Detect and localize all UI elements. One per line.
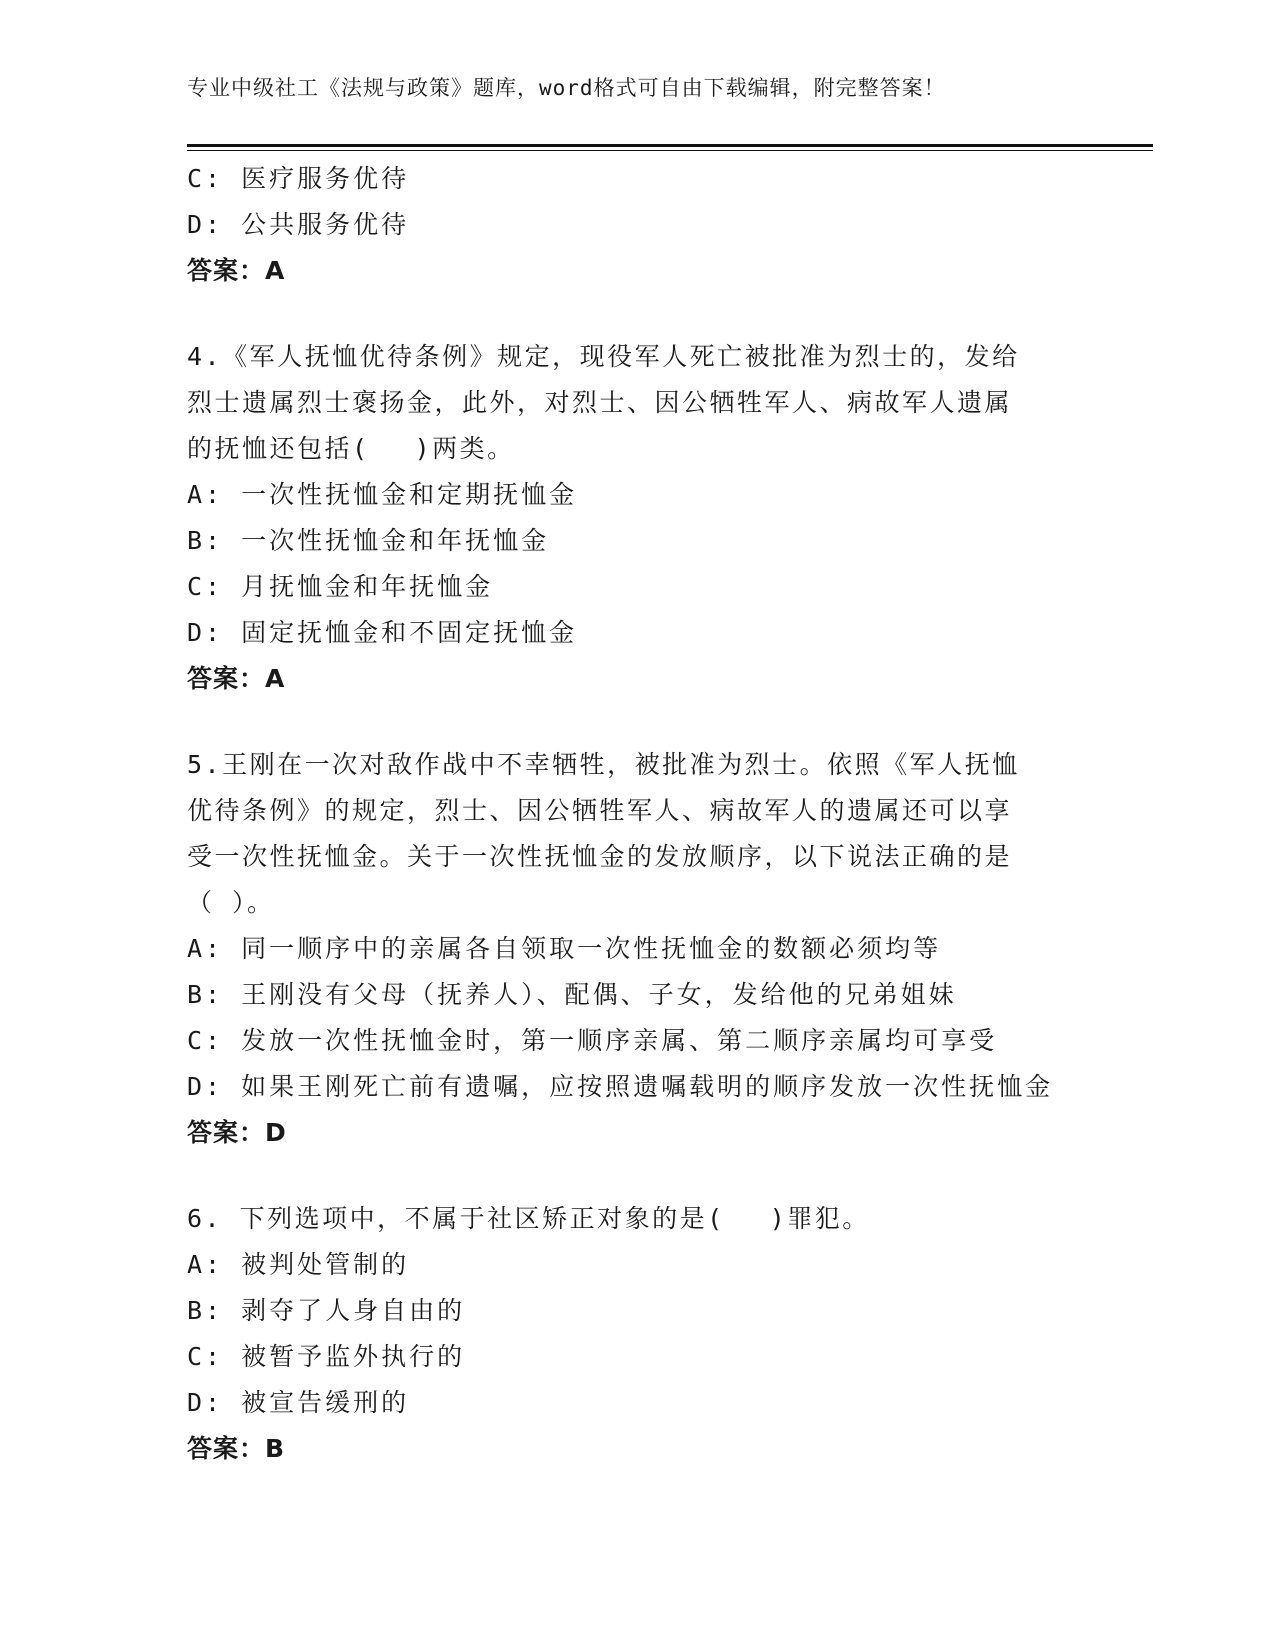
question-stem-line: 4.《军人抚恤优待条例》规定，现役军人死亡被批准为烈士的，发给 [187, 342, 1020, 371]
question-stem-line: 烈士遗属烈士褒扬金，此外，对烈士、因公牺牲军人、病故军人遗属 [187, 388, 1013, 417]
spacer [187, 294, 1067, 334]
option-line: C: 被暂予监外执行的 [187, 1342, 466, 1371]
option-line: A: 同一顺序中的亲属各自领取一次性抚恤金的数额必须均等 [187, 934, 942, 963]
answer-line: 答案：D [187, 1118, 287, 1147]
question-stem-line: 优待条例》的规定，烈士、因公牺牲军人、病故军人的遗属还可以享 [187, 796, 1013, 825]
question-stem-line: （ ）。 [187, 888, 275, 917]
option-line: C: 医疗服务优待 [187, 164, 410, 193]
question-4 [187, 334, 1067, 702]
header-rule-thin [187, 150, 1153, 151]
option-line: B: 剥夺了人身自由的 [187, 1296, 466, 1325]
option-line: B: 王刚没有父母（抚养人）、配偶、子女，发给他的兄弟姐妹 [187, 980, 957, 1009]
spacer [187, 1156, 1067, 1196]
question-3-partial [187, 156, 1067, 294]
option-line: A: 被判处管制的 [187, 1250, 410, 1279]
question-stem-line: 5.王刚在一次对敌作战中不幸牺牲，被批准为烈士。依照《军人抚恤 [187, 750, 1020, 779]
option-line: A: 一次性抚恤金和定期抚恤金 [187, 480, 578, 509]
option-line: D: 如果王刚死亡前有遗嘱，应按照遗嘱载明的顺序发放一次性抚恤金 [187, 1072, 1054, 1101]
question-stem-line: 的抚恤还包括( )两类。 [187, 434, 515, 463]
question-stem-line: 6. 下列选项中，不属于社区矫正对象的是( )罪犯。 [187, 1204, 870, 1233]
answer-line: 答案：A [187, 664, 286, 693]
question-content [187, 156, 1067, 1472]
header-rule-thick [187, 144, 1153, 147]
question-5 [187, 742, 1067, 1156]
option-line: B: 一次性抚恤金和年抚恤金 [187, 526, 550, 555]
answer-line: 答案：A [187, 256, 286, 285]
option-line: D: 公共服务优待 [187, 210, 410, 239]
page-header: 专业中级社工《法规与政策》题库，word格式可自由下载编辑，附完整答案！ [187, 76, 946, 100]
option-line: D: 固定抚恤金和不固定抚恤金 [187, 618, 578, 647]
answer-line: 答案：B [187, 1434, 286, 1463]
spacer [187, 702, 1067, 742]
option-line: C: 月抚恤金和年抚恤金 [187, 572, 494, 601]
question-6 [187, 1196, 1067, 1472]
question-stem-line: 受一次性抚恤金。关于一次性抚恤金的发放顺序，以下说法正确的是 [187, 842, 1013, 871]
option-line: C: 发放一次性抚恤金时，第一顺序亲属、第二顺序亲属均可享受 [187, 1026, 998, 1055]
option-line: D: 被宣告缓刑的 [187, 1388, 410, 1417]
